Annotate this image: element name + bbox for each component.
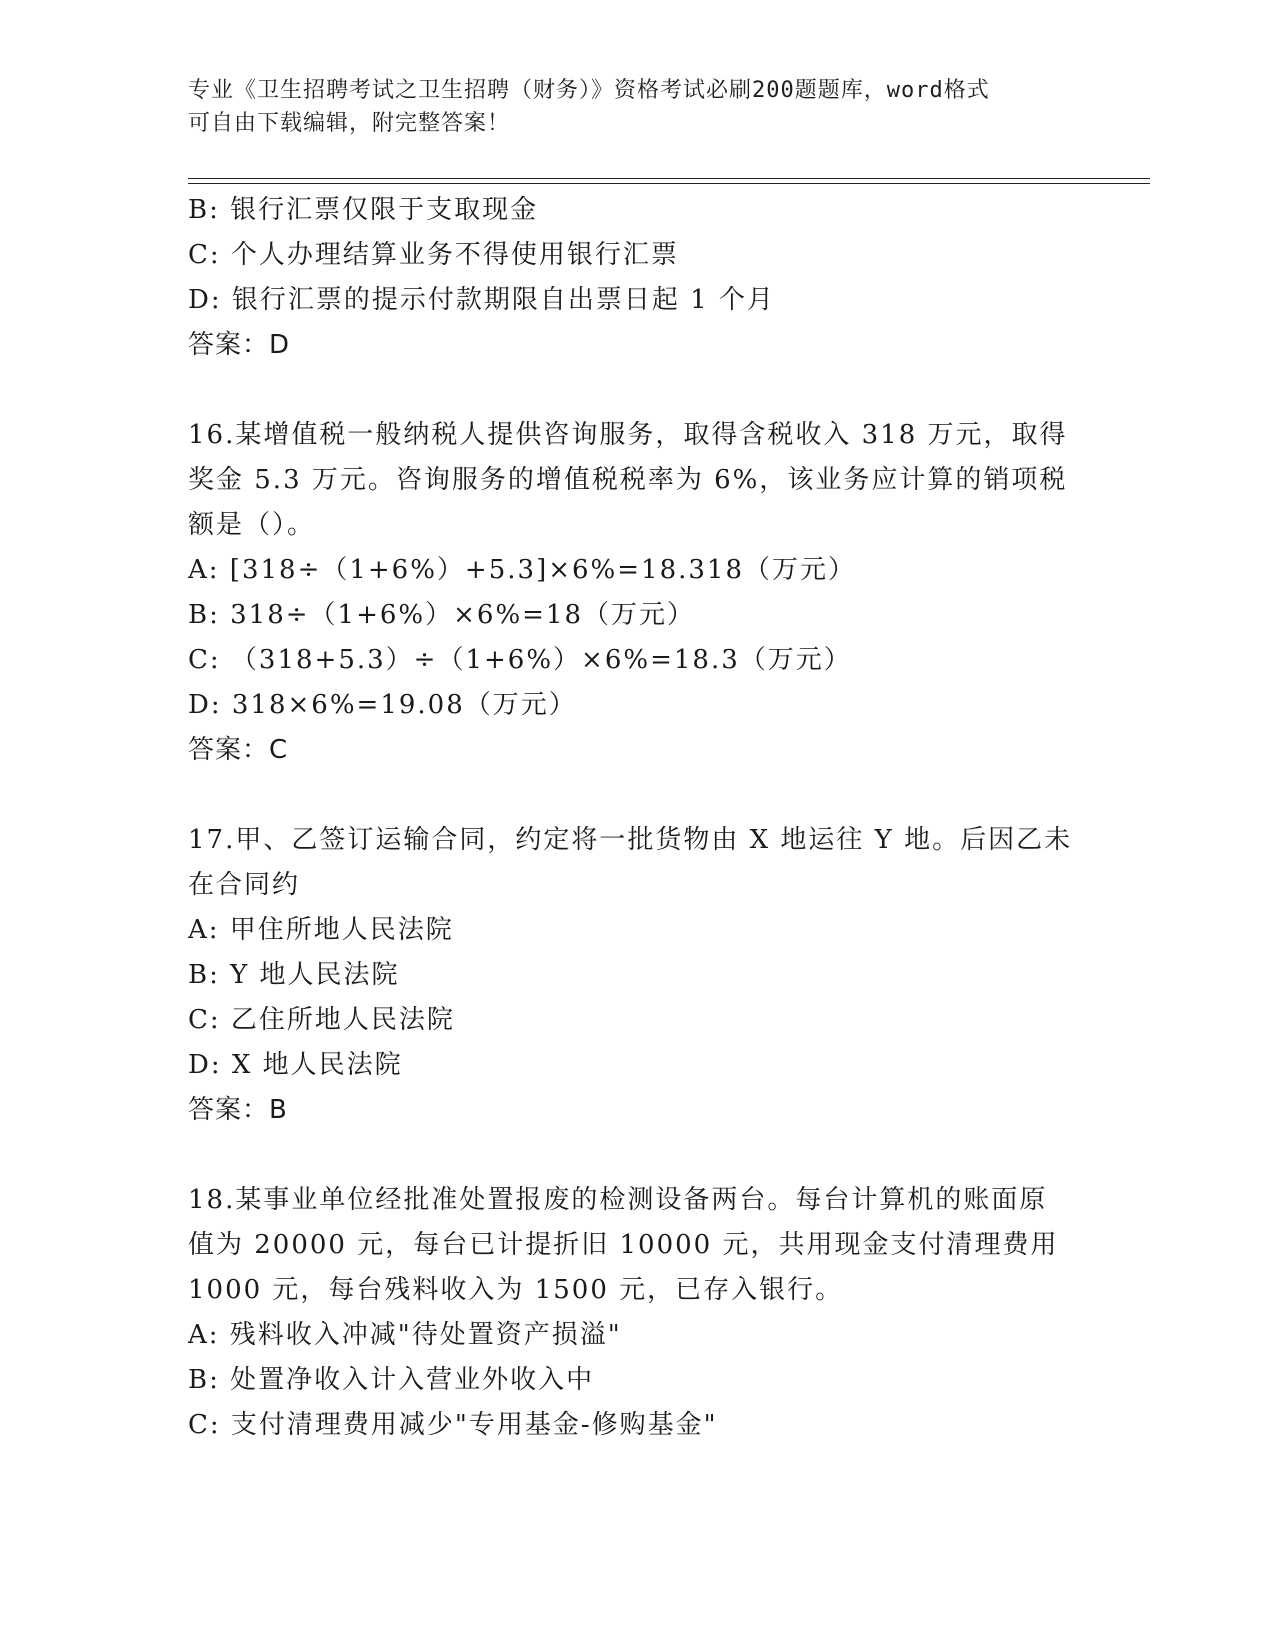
header-divider-bottom <box>188 183 1150 184</box>
question-stem-line: 16.某增值税一般纳税人提供咨询服务，取得含税收入 318 万元，取得 <box>188 420 1068 450</box>
option-a: A: 甲住所地人民法院 <box>188 915 454 945</box>
question-spacer <box>188 773 1088 818</box>
option-a: A: [318÷（1+6%）+5.3]×6%=18.318（万元） <box>188 555 856 585</box>
option-b: B: 处置净收入计入营业外收入中 <box>188 1365 595 1395</box>
option-b: B: 318÷（1+6%）×6%=18（万元） <box>188 600 696 630</box>
option-b: B: 银行汇票仅限于支取现金 <box>188 195 539 225</box>
question-list <box>188 188 1088 1448</box>
option-c: C: 个人办理结算业务不得使用银行汇票 <box>188 240 679 270</box>
header-title-line-1: 专业《卫生招聘考试之卫生招聘（财务）》资格考试必刷200题题库，word格式 <box>188 78 990 103</box>
option-d: D: 318×6%=19.08（万元） <box>188 690 577 720</box>
question-18 <box>188 1178 1088 1448</box>
question-stem-line: 17.甲、乙签订运输合同，约定将一批货物由 X 地运往 Y 地。后因乙未 <box>188 825 1073 855</box>
question-15-continued <box>188 188 1088 368</box>
question-stem-line: 额是（）。 <box>188 510 316 540</box>
answer-label: 答案：C <box>188 735 289 765</box>
question-stem-line: 1000 元，每台残料收入为 1500 元，已存入银行。 <box>188 1275 844 1305</box>
answer-label: 答案：D <box>188 330 291 360</box>
option-c: C: 支付清理费用减少"专用基金-修购基金" <box>188 1410 718 1440</box>
question-stem-line: 在合同约 <box>188 870 301 900</box>
header-title-line-2: 可自由下载编辑，附完整答案！ <box>188 111 511 136</box>
option-b: B: Y 地人民法院 <box>188 960 400 990</box>
question-17 <box>188 818 1088 1133</box>
header-divider-top <box>188 178 1150 179</box>
document-header <box>188 74 1088 140</box>
question-16 <box>188 413 1088 773</box>
option-d: D: X 地人民法院 <box>188 1050 403 1080</box>
option-c: C: （318+5.3）÷（1+6%）×6%=18.3（万元） <box>188 645 852 675</box>
option-a: A: 残料收入冲减"待处置资产损溢" <box>188 1320 622 1350</box>
option-d: D: 银行汇票的提示付款期限自出票日起 1 个月 <box>188 285 775 315</box>
answer-label: 答案：B <box>188 1095 288 1125</box>
option-c: C: 乙住所地人民法院 <box>188 1005 455 1035</box>
question-stem-line: 值为 20000 元，每台已计提折旧 10000 元，共用现金支付清理费用 <box>188 1230 1059 1260</box>
question-stem-line: 奖金 5.3 万元。咨询服务的增值税税率为 6%，该业务应计算的销项税 <box>188 465 1068 495</box>
question-stem-line: 18.某事业单位经批准处置报废的检测设备两台。每台计算机的账面原 <box>188 1185 1048 1215</box>
question-spacer <box>188 368 1088 413</box>
question-spacer <box>188 1133 1088 1178</box>
